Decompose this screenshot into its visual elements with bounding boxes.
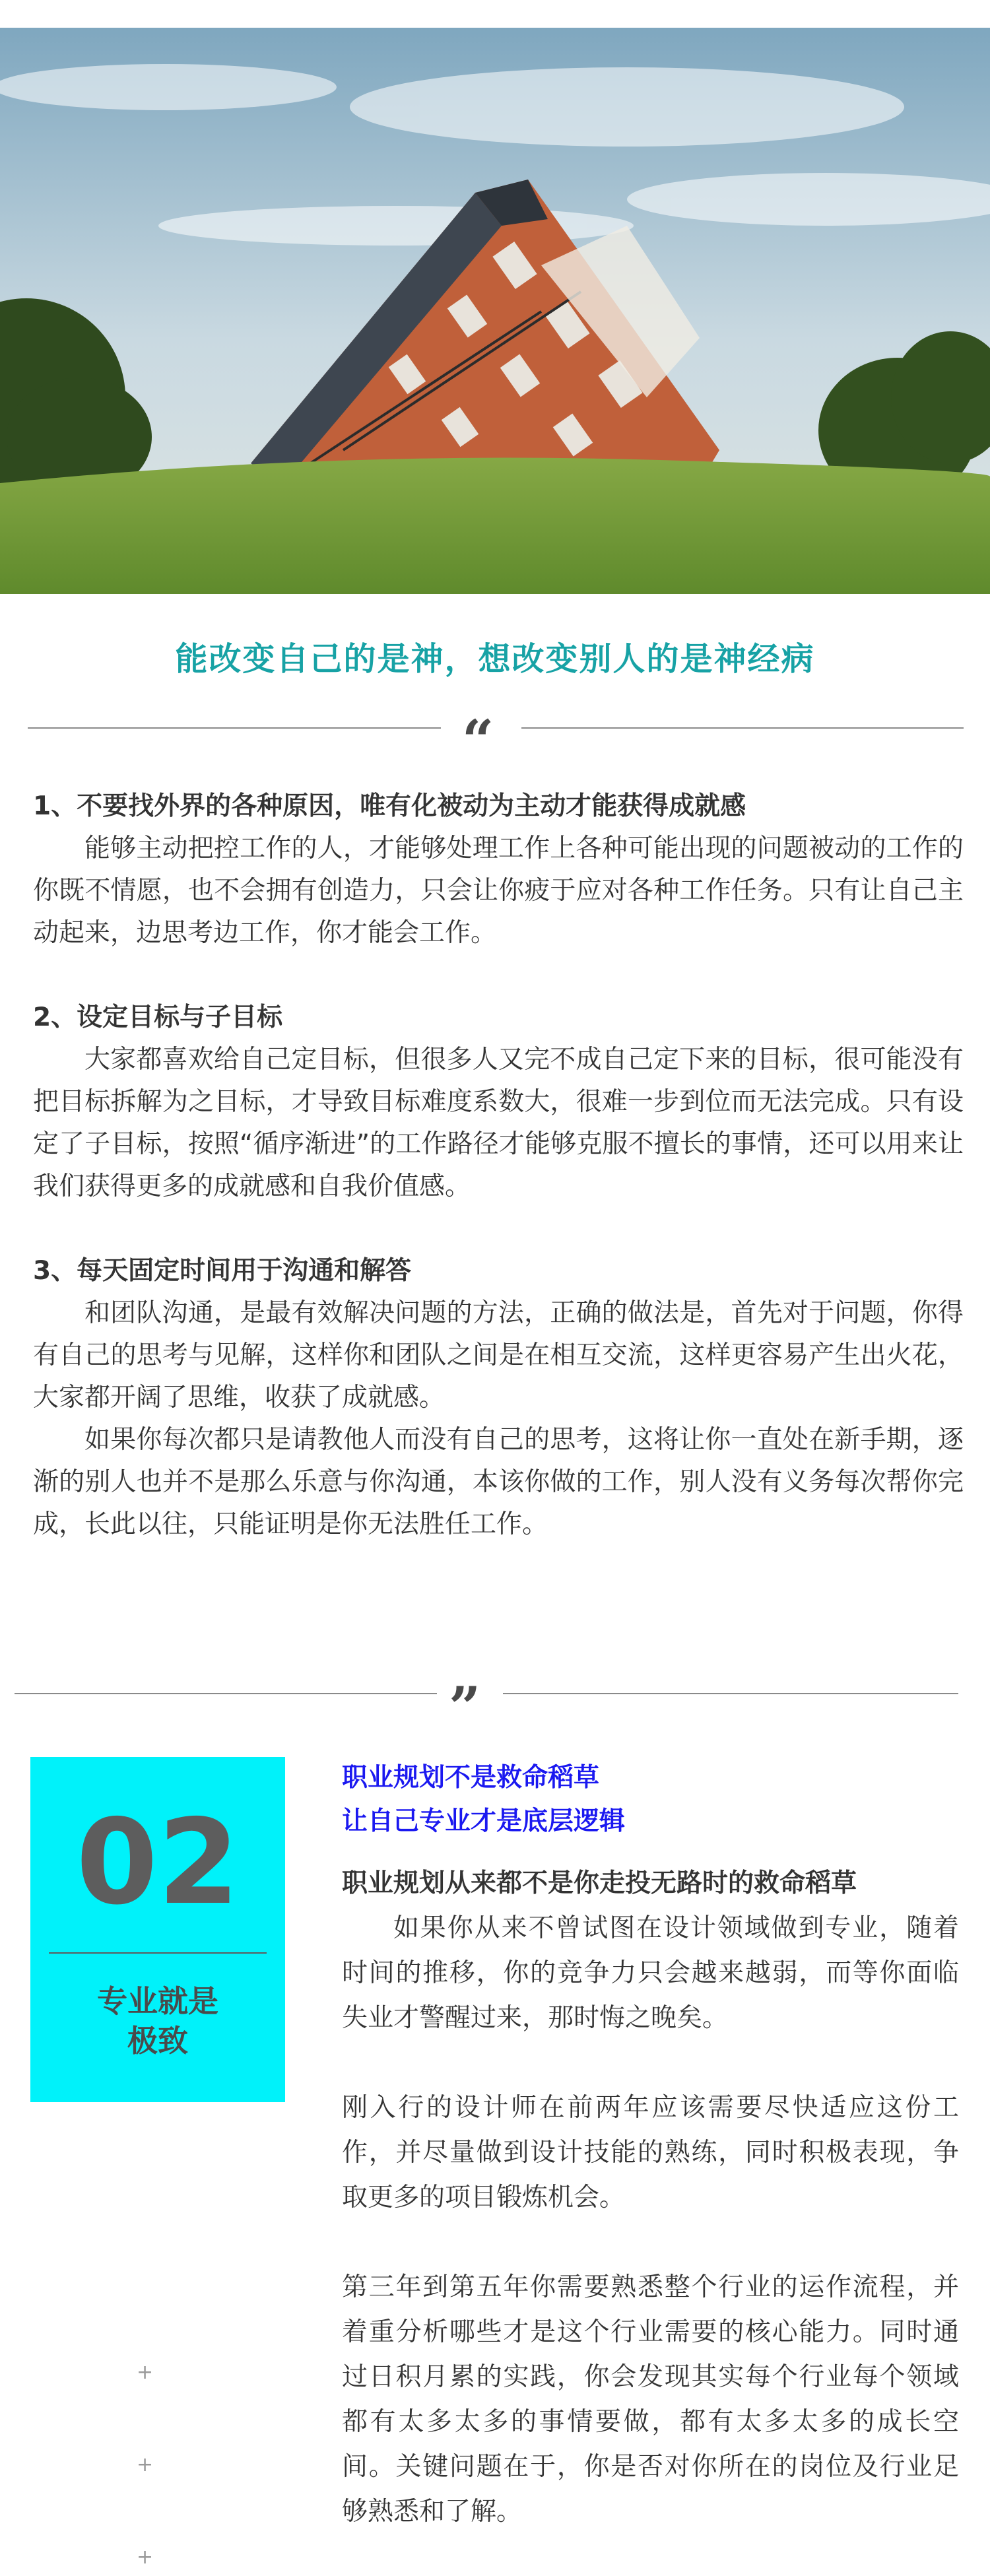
section3-heading: 3、每天固定时间用于沟通和解答: [33, 1256, 412, 1286]
plus-decor-icon: +: [137, 2453, 154, 2476]
headline: 能改变自己的是神，想改变别人的是神经病: [175, 640, 815, 678]
article-body: [33, 785, 964, 1546]
card-label: [30, 1981, 285, 2061]
section1-body: 能够主动把控工作的人，才能够处理工作上各种可能出现的问题被动的工作的你既不情愿，也不会拥有创造力，只会让你疲于应对各种工作任务。只有让自己主动起来，边思考边工作，你才能会工作。: [33, 834, 964, 948]
right-paragraph-1: 如果你从来不曾试图在设计领域做到专业，随着时间的推移，你的竞争力只会越来越弱，而等你面临失业才警醒过来，那时悔之晚矣。: [342, 1913, 959, 2033]
section2-body: 大家都喜欢给自己定目标，但很多人又完不成自己定下来的目标，很可能没有把目标拆解为之目标，才导致目标难度系数大，很难一步到位而无法完成。只有设定了子目标，按照“循序渐进”的工作路径才能够克服不擅长的事情，还可以用来让我们获得更多的成就感和自我价值感。: [33, 1045, 964, 1201]
right-heading: 职业规划从来都不是你走投无路时的救命稻草: [342, 1868, 857, 1898]
quote-close-icon: ”: [449, 1674, 481, 1740]
section-number-card: [30, 1757, 285, 2102]
section2-heading: 2、设定目标与子目标: [33, 1003, 283, 1032]
right-paragraph-3: 第三年到第五年你需要熟悉整个行业的运作流程，并着重分析哪些才是这个行业需要的核心能力。同时通过日积月累的实践，你会发现其实每个行业每个领域都有太多太多的事情要做，都有太多太多的成长空间。关键问题在于，你是否对你所在的岗位及行业足够熟悉和了解。: [342, 2272, 959, 2526]
card-divider: [49, 1952, 267, 1954]
tilted-building-illustration: [0, 28, 990, 594]
quote-open-icon: “: [462, 708, 494, 773]
card-label-line2: 极致: [127, 2023, 188, 2059]
hero-photo: [0, 28, 990, 594]
right-column-body: [342, 1861, 959, 2534]
plus-decor-icon: +: [137, 2546, 154, 2569]
card-number: 02: [76, 1794, 240, 1931]
right-paragraph-2: 刚入行的设计师在前两年应该需要尽快适应这份工作，并尽量做到设计技能的熟练，同时积极表现，争取更多的项目锻炼机会。: [342, 2093, 959, 2212]
subtitle-2: 让自己专业才是底层逻辑: [342, 1806, 626, 1836]
card-label-line1: 专业就是: [97, 1983, 218, 2019]
plus-decor-icon: +: [137, 2361, 154, 2384]
divider-left: [28, 727, 441, 729]
section3-body1: 和团队沟通，是最有效解决问题的方法，正确的做法是，首先对于问题，你得有自己的思考与见解，这样你和团队之间是在相互交流，这样更容易产生出火花，大家都开阔了思维，收获了成就感。: [33, 1298, 964, 1412]
divider-right-2: [503, 1693, 958, 1694]
subtitle-1: 职业规划不是救命稻草: [342, 1763, 600, 1793]
section3-body2: 如果你每次都只是请教他人而没有自己的思考，这将让你一直处在新手期，逐渐的别人也并不是那么乐意与你沟通，本该你做的工作，别人没有义务每次帮你完成，长此以往，只能证明是你无法胜任工作。: [33, 1425, 964, 1539]
section1-heading: 1、不要找外界的各种原因，唯有化被动为主动才能获得成就感: [33, 791, 746, 821]
divider-left-2: [15, 1693, 437, 1694]
divider-right: [521, 727, 964, 729]
